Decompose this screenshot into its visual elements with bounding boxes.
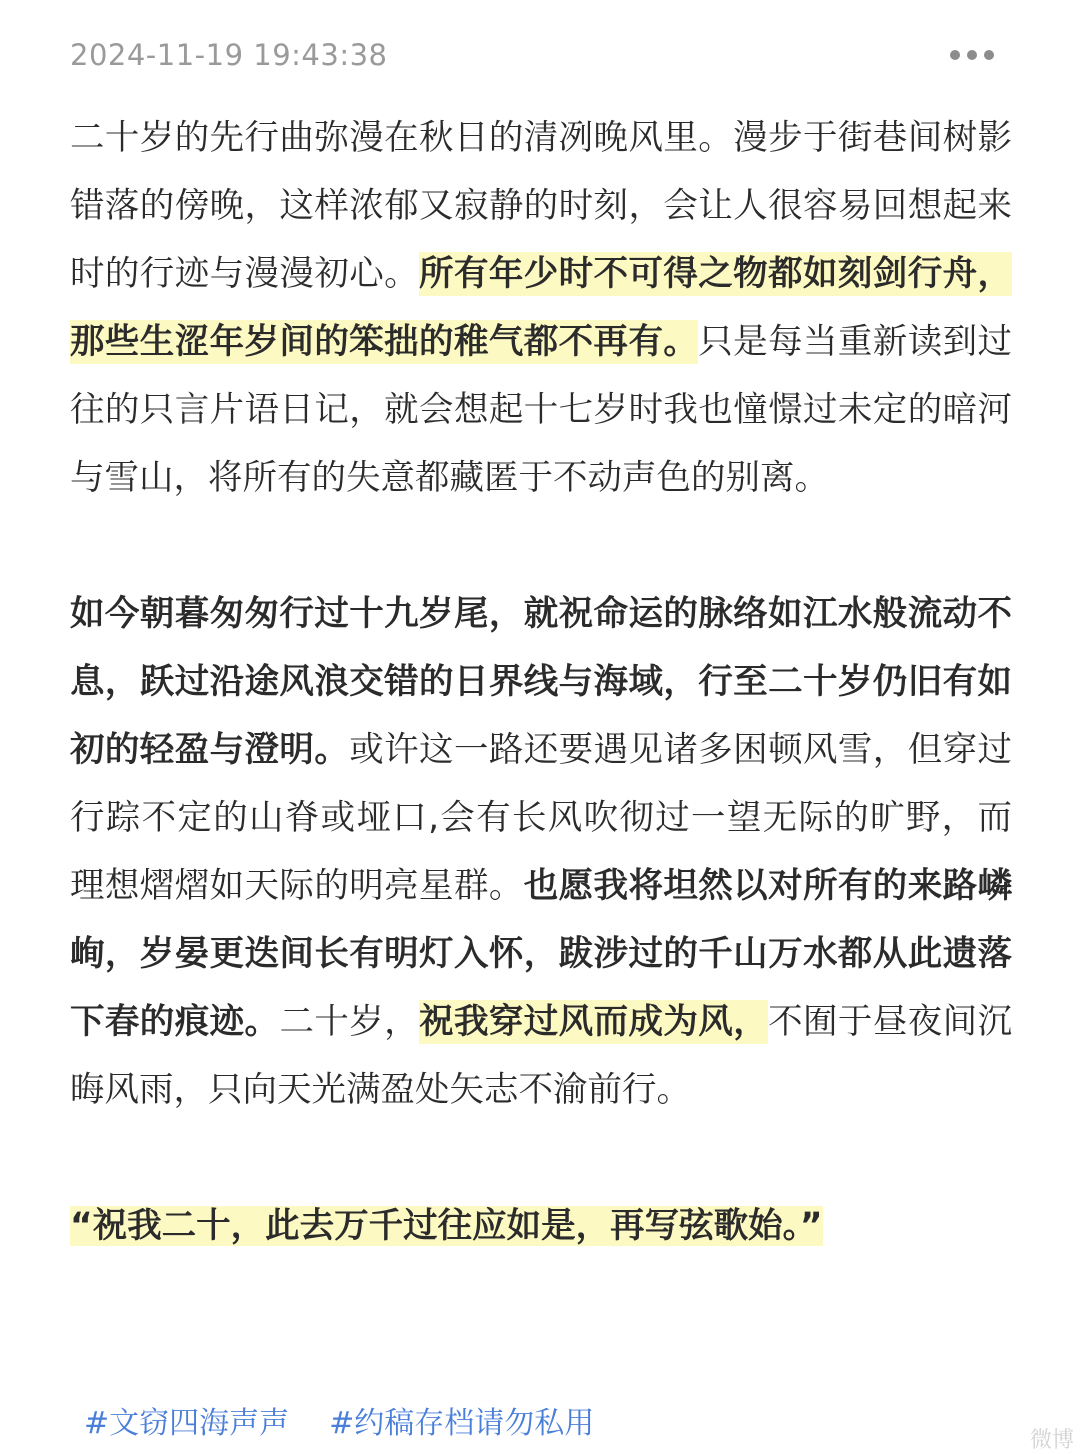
post-header bbox=[70, 34, 1010, 78]
post-body bbox=[70, 104, 1012, 1260]
watermark: 微博 bbox=[1029, 1428, 1074, 1453]
paragraph-2 bbox=[70, 580, 1012, 1124]
tag-list bbox=[84, 1398, 594, 1442]
paragraph-2-sentence-2: 或许这一路还要遇见诸多困顿风雪，但穿过行踪不定的山脊或垭口,会有长风吹彻过一望无际的旷野，而理想熠熠如天际的明亮星群。 bbox=[70, 730, 1013, 906]
paragraph-1-highlight: 所有年少时不可得之物都如刻剑行舟，那些生涩年岁间的笨拙的稚气都不再有。 bbox=[70, 254, 1013, 362]
paragraph-2-sentence-6: 不囿于昼夜间沉晦风雨，只向天光满盈处矢志不渝前行。 bbox=[70, 1002, 1013, 1110]
tag-link[interactable]: #文窃四海声声 bbox=[84, 1406, 290, 1441]
closing-quote-paragraph bbox=[70, 1192, 1012, 1260]
paragraph-1-sentence-1: 二十岁的先行曲弥漫在秋日的清冽晚风里。漫步于街巷间树影错落的傍晚，这样浓郁又寂静的时刻，会让人很容易回想起来时的行迹与漫漫初心。 bbox=[70, 118, 1012, 294]
paragraph-2-sentence-4: 二十岁， bbox=[279, 1002, 420, 1042]
tag-link[interactable]: #约稿存档请勿私用 bbox=[329, 1406, 595, 1441]
paragraph-1 bbox=[70, 104, 1012, 512]
paragraph-2-sentence-1: 如今朝暮匆匆行过十九岁尾，就祝命运的脉络如江水般流动不息，跃过沿途风浪交错的日界线与海域，行至二十岁仍旧有如初的轻盈与澄明。 bbox=[70, 594, 1012, 770]
paragraph-2-highlight: 祝我穿过风而成为风， bbox=[419, 1002, 769, 1042]
closing-quote: “祝我二十，此去万千过往应如是，再写弦歌始。” bbox=[70, 1206, 823, 1246]
more-dot bbox=[984, 50, 994, 60]
post-timestamp: 2024-11-19 19:43:38 bbox=[70, 38, 388, 72]
paragraph-2-sentence-3: 也愿我将坦然以对所有的来路嶙峋，岁晏更迭间长有明灯入怀，跋涉过的千山万水都从此遗落下春的痕迹。 bbox=[70, 866, 1012, 1042]
paragraph-1-sentence-3: 只是每当重新读到过往的只言片语日记，就会想起十七岁时我也憧憬过未定的暗河与雪山，将所有的失意都藏匿于不动声色的别离。 bbox=[70, 322, 1013, 498]
more-dot bbox=[950, 50, 960, 60]
more-options-icon[interactable] bbox=[950, 40, 994, 70]
more-dot bbox=[967, 50, 977, 60]
